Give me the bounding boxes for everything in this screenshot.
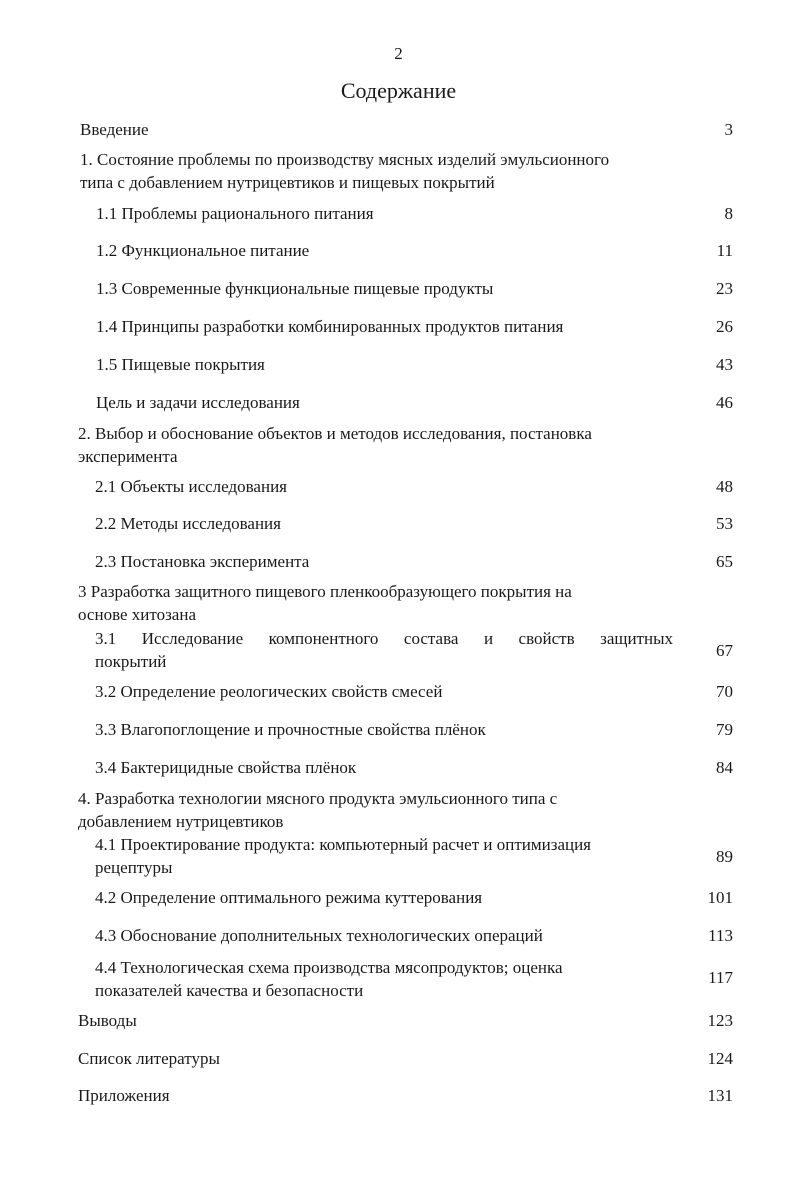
toc-entry-text: 2.3 Постановка эксперимента <box>95 552 310 571</box>
toc-entry-text-line2: показателей качества и безопасности <box>95 981 364 1000</box>
toc-entry <box>0 422 797 468</box>
toc-entry-text: Введение <box>80 120 149 139</box>
toc-entry-text: 2.2 Методы исследования <box>95 514 281 533</box>
toc-entry <box>0 580 797 626</box>
toc-entry-text: Выводы <box>78 1011 137 1030</box>
toc-entry <box>0 1047 797 1070</box>
toc-entry-page: 46 <box>716 393 733 412</box>
toc-entry-page: 79 <box>716 720 733 739</box>
toc-entry-text: Цель и задачи исследования <box>96 393 300 412</box>
toc-entry <box>0 680 797 703</box>
toc-entry-text: 1.2 Функциональное питание <box>96 241 310 260</box>
toc-entry-text: Список литературы <box>78 1049 220 1068</box>
toc-entry-text: 4.4 Технологическая схема производства мясопродуктов; оценка <box>95 958 563 977</box>
toc-entry-page: 101 <box>707 888 733 907</box>
toc-entry-page: 43 <box>716 355 733 374</box>
toc-entry-text: 3 Разработка защитного пищевого пленкообразующего покрытия на <box>78 582 572 601</box>
toc-entry-text-line2: покрытий <box>95 652 167 671</box>
toc-entry-text: 1. Состояние проблемы по производству мясных изделий эмульсионного <box>80 150 610 169</box>
toc-entry-page: 113 <box>708 926 733 945</box>
toc-entry-text-line2: добавлением нутрицевтиков <box>78 812 284 831</box>
toc-entry <box>0 512 797 535</box>
toc-entry-page: 23 <box>716 279 733 298</box>
toc-entry-page: 3 <box>724 120 733 139</box>
toc-entry-page: 53 <box>716 514 733 533</box>
toc-entry-text-line2: рецептуры <box>95 858 173 877</box>
toc-entry <box>0 787 797 833</box>
toc-entry-text: 2.1 Объекты исследования <box>95 477 287 496</box>
toc-entry-page: 123 <box>707 1011 733 1030</box>
toc-entry-page: 70 <box>716 682 733 701</box>
toc-entry <box>0 956 797 1002</box>
toc-entry-text: 3.4 Бактерицидные свойства плёнок <box>95 758 357 777</box>
toc-entry <box>0 756 797 779</box>
toc-entry <box>0 277 797 300</box>
toc-entry-page: 124 <box>707 1049 733 1068</box>
toc-entry-text: 4.1 Проектирование продукта: компьютерный расчет и оптимизация <box>95 835 592 854</box>
toc-entry <box>0 239 797 262</box>
toc-entry-text-block <box>95 627 673 673</box>
toc-entry-text: 3.2 Определение реологических свойств смесей <box>95 682 443 701</box>
toc-entry <box>0 475 797 498</box>
toc-entry <box>0 391 797 414</box>
toc-entry <box>0 353 797 376</box>
toc-entry-text: Приложения <box>78 1086 170 1105</box>
toc-entry-page: 67 <box>716 641 733 660</box>
toc-entry-text: 4. Разработка технологии мясного продукта эмульсионного типа с <box>78 789 558 808</box>
toc-entry-text: 2. Выбор и обоснование объектов и методов исследования, постановка <box>78 424 592 443</box>
toc-entry-text: 1.5 Пищевые покрытия <box>96 355 265 374</box>
toc-entry <box>0 924 797 947</box>
toc-entry <box>0 550 797 573</box>
toc-entry-page: 89 <box>716 847 733 866</box>
toc-entry <box>0 202 797 225</box>
toc-entry <box>0 315 797 338</box>
toc-entry-text: 4.3 Обоснование дополнительных технологических операций <box>95 926 543 945</box>
toc-entry <box>0 118 797 141</box>
toc-entry-text: 4.2 Определение оптимального режима куттерования <box>95 888 483 907</box>
toc-entry <box>0 833 797 879</box>
toc-entry-page: 65 <box>716 552 733 571</box>
toc-entry-page: 48 <box>716 477 733 496</box>
toc-entry-page: 26 <box>716 317 733 336</box>
toc-entry <box>0 627 797 673</box>
toc-entry-page: 11 <box>716 241 733 260</box>
toc-entry-page: 117 <box>708 968 733 987</box>
toc-entry-page: 8 <box>724 204 733 223</box>
toc-entry-text: 1.3 Современные функциональные пищевые продукты <box>96 279 494 298</box>
toc-entry <box>0 1009 797 1032</box>
toc-entry <box>0 718 797 741</box>
toc-entry-page: 131 <box>707 1086 733 1105</box>
page-number: 2 <box>394 44 403 63</box>
toc-entry-text-line2: основе хитозана <box>78 605 196 624</box>
page-title: Содержание <box>340 78 457 103</box>
toc-entry-text-line2: эксперимента <box>78 447 178 466</box>
toc-entry-page: 84 <box>716 758 733 777</box>
toc-entry <box>0 148 797 194</box>
toc-entry <box>0 1084 797 1107</box>
toc-entry-text: 1.1 Проблемы рационального питания <box>96 204 374 223</box>
toc-entry <box>0 886 797 909</box>
toc-entry-text: 1.4 Принципы разработки комбинированных продуктов питания <box>96 317 564 336</box>
toc-entry-text: 3.1 Исследование компонентного состава и свойств защитных <box>95 629 673 648</box>
toc-entry-text-line2: типа с добавлением нутрицевтиков и пищевых покрытий <box>80 173 495 192</box>
toc-entry-text: 3.3 Влагопоглощение и прочностные свойства плёнок <box>95 720 486 739</box>
